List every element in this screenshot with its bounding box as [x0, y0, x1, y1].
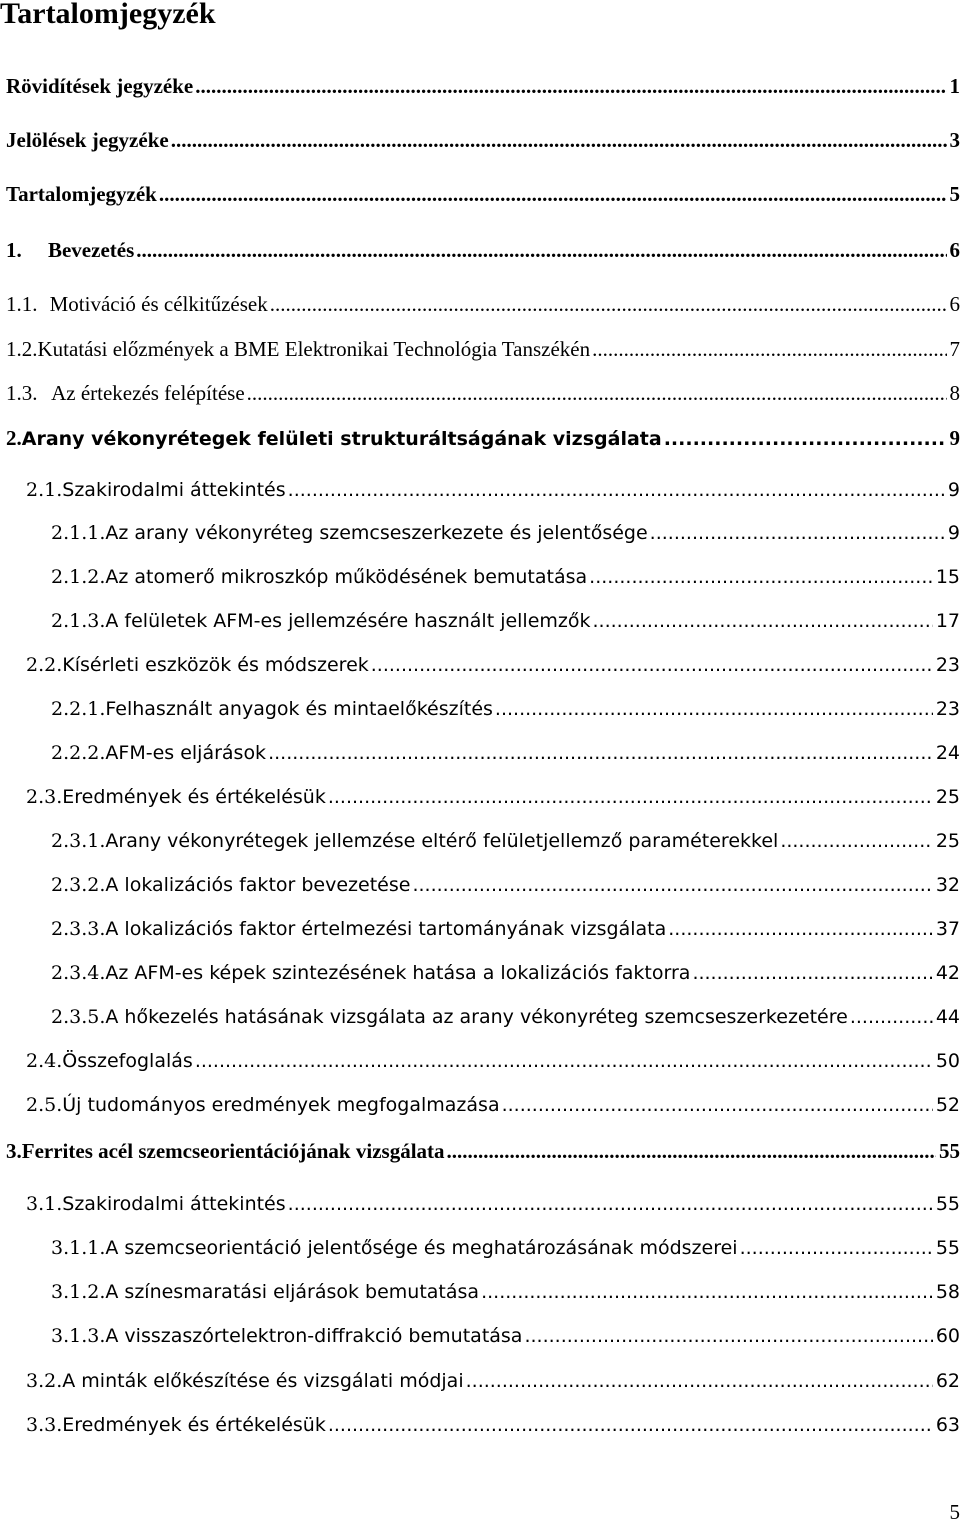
toc-entry-number: 1. [6, 238, 22, 262]
toc-entry[interactable] [6, 1139, 960, 1169]
toc-entry[interactable] [6, 182, 960, 212]
toc-entry-label: Felhasznált anyagok és mintaelőkészítés [105, 698, 493, 720]
toc-entry-page: 62 [935, 1370, 960, 1392]
toc-entry[interactable] [51, 1237, 960, 1267]
toc-entry-page: 9 [947, 479, 960, 501]
toc-leader-dots [195, 1050, 933, 1072]
toc-entry[interactable] [6, 128, 960, 158]
toc-entry-label: Kísérleti eszközök és módszerek [62, 654, 369, 676]
toc-entry[interactable] [6, 426, 960, 456]
toc-entry-page: 55 [935, 1193, 960, 1215]
toc-entry-number: 2. [6, 426, 22, 450]
toc-entry[interactable] [6, 381, 960, 411]
toc-entry-label: A minták előkészítése és vizsgálati módjai [62, 1370, 464, 1392]
toc-entry[interactable] [51, 830, 960, 860]
toc-leader-dots [502, 1094, 933, 1116]
toc-leader-dots [524, 1325, 932, 1347]
toc-entry[interactable] [26, 1193, 960, 1223]
toc-entry-label: Bevezetés [47, 238, 135, 262]
toc-entry-label: A felületek AFM-es jellemzésére használt jellemzők [105, 610, 591, 632]
toc-entry-number: 1.2. [6, 337, 38, 361]
toc-entry-page: 44 [935, 1006, 960, 1028]
toc-leader-dots [270, 292, 947, 317]
toc-leader-dots [136, 238, 946, 263]
toc-entry-label: Az értekezés felépítése [51, 381, 245, 405]
toc-entry[interactable] [51, 874, 960, 904]
toc-entry-label: A visszaszórtelektron-diffrakció bemutatása [105, 1325, 523, 1347]
toc-entry-label: Összefoglalás [62, 1050, 193, 1072]
toc-entry[interactable] [26, 479, 960, 509]
toc-entry-page: 58 [935, 1281, 960, 1303]
toc-entry-number: 2.1.1. [51, 522, 106, 544]
toc-entry-number: 3.1.3. [51, 1325, 106, 1347]
toc-entry-page: 55 [935, 1237, 960, 1259]
toc-entry-label: Ferrites acél szemcseorientációjának vizsgálata [21, 1139, 445, 1163]
toc-entry-page: 42 [935, 962, 960, 984]
toc-entry-label: Az AFM-es képek szintezésének hatása a lokalizációs faktorra [105, 962, 691, 984]
toc-entry[interactable] [6, 238, 960, 268]
toc-entry[interactable] [51, 566, 960, 596]
toc-entry-page: 55 [939, 1139, 960, 1163]
toc-leader-dots [589, 566, 933, 588]
toc-entry[interactable] [51, 698, 960, 728]
toc-entry-page: 7 [949, 337, 960, 361]
toc-leader-dots [371, 654, 933, 676]
toc-leader-dots [481, 1281, 933, 1303]
toc-entry-number: 2.3. [26, 786, 63, 808]
toc-entry-label: Szakirodalmi áttekintés [62, 479, 286, 501]
toc-entry[interactable] [6, 74, 960, 104]
toc-entry-number: 3. [6, 1139, 22, 1163]
toc-entry-number: 2.2.1. [51, 698, 106, 720]
toc-leader-dots [328, 786, 933, 808]
toc-leader-dots [195, 74, 946, 99]
toc-entry-number: 3.3. [26, 1414, 63, 1436]
toc-entry-label: Az atomerő mikroszkóp működésének bemutatása [105, 566, 588, 588]
toc-entry-number: 2.3.1. [51, 830, 106, 852]
toc-entry-label: Motiváció és célkitűzések [49, 292, 268, 316]
toc-entry-page: 32 [935, 874, 960, 896]
toc-entry[interactable] [26, 1050, 960, 1080]
toc-entry-label: Jelölések jegyzéke [6, 128, 169, 152]
toc-entry-number: 3.1.2. [51, 1281, 106, 1303]
toc-leader-dots [592, 337, 946, 362]
toc-entry-number: 3.2. [26, 1370, 63, 1392]
toc-entry-label: Arany vékonyrétegek jellemzése eltérő felületjellemző paraméterekkel [105, 830, 779, 852]
page-title: Tartalomjegyzék [0, 0, 216, 30]
page-number: 5 [949, 1500, 960, 1524]
toc-entry-label: Eredmények és értékelésük [62, 1414, 326, 1436]
toc-leader-dots [447, 1139, 936, 1164]
toc-entry-label: Arany vékonyrétegek felületi strukturáltságának vizsgálata [21, 428, 662, 450]
toc-entry[interactable] [6, 337, 960, 367]
toc-leader-dots [288, 1193, 933, 1215]
toc-entry-page: 3 [949, 128, 960, 152]
toc-leader-dots [288, 479, 945, 501]
toc-entry-label: Az arany vékonyréteg szemcseszerkezete és jelentősége [105, 522, 648, 544]
toc-entry[interactable] [51, 522, 960, 552]
toc-entry-number: 1.3. [6, 381, 38, 405]
toc-leader-dots [664, 428, 947, 450]
toc-entry-page: 63 [935, 1414, 960, 1436]
toc-entry-label: Rövidítések jegyzéke [6, 74, 194, 98]
toc-entry-page: 17 [935, 610, 960, 632]
toc-entry[interactable] [26, 654, 960, 684]
toc-leader-dots [692, 962, 932, 984]
toc-entry[interactable] [51, 1006, 960, 1036]
toc-entry-label: A szemcseorientáció jelentősége és meghatározásának módszerei [105, 1237, 738, 1259]
toc-leader-dots [328, 1414, 933, 1436]
toc-leader-dots [593, 610, 933, 632]
toc-entry[interactable] [51, 742, 960, 772]
toc-entry-page: 25 [935, 830, 960, 852]
toc-leader-dots [171, 128, 947, 153]
toc-entry[interactable] [51, 962, 960, 992]
toc-entry-page: 60 [935, 1325, 960, 1347]
toc-entry-page: 9 [947, 522, 960, 544]
toc-entry-page: 23 [935, 698, 960, 720]
toc-entry-number: 2.1.3. [51, 610, 106, 632]
toc-entry-number: 2.2. [26, 654, 63, 676]
toc-leader-dots [268, 742, 933, 764]
toc-leader-dots [159, 182, 947, 207]
toc-entry-number: 3.1. [26, 1193, 63, 1215]
toc-entry-label: Kutatási előzmények a BME Elektronikai Technológia Tanszékén [37, 337, 591, 361]
toc-entry-page: 25 [935, 786, 960, 808]
toc-leader-dots [466, 1370, 933, 1392]
toc-entry-label: A lokalizációs faktor értelmezési tartományának vizsgálata [105, 918, 667, 940]
toc-leader-dots [668, 918, 933, 940]
toc-entry-label: A hőkezelés hatásának vizsgálata az arany vékonyréteg szemcseszerkezetére [105, 1006, 848, 1028]
toc-entry[interactable] [51, 918, 960, 948]
toc-entry-number: 2.3.3. [51, 918, 106, 940]
toc-leader-dots [780, 830, 933, 852]
toc-entry[interactable] [6, 292, 960, 322]
toc-entry-page: 6 [949, 238, 960, 262]
toc-entry[interactable] [51, 1325, 960, 1355]
toc-entry-label: A lokalizációs faktor bevezetése [105, 874, 411, 896]
toc-entry-number: 2.5. [26, 1094, 63, 1116]
toc-entry-page: 50 [935, 1050, 960, 1072]
toc-entry-page: 6 [949, 292, 960, 316]
toc-entry-page: 52 [935, 1094, 960, 1116]
toc-leader-dots [740, 1237, 933, 1259]
toc-entry-page: 9 [949, 426, 960, 450]
toc-entry-label: Szakirodalmi áttekintés [62, 1193, 286, 1215]
toc-entry-page: 24 [935, 742, 960, 764]
toc-entry-page: 8 [949, 381, 960, 405]
toc-entry-label: Eredmények és értékelésük [62, 786, 326, 808]
toc-entry-label: Tartalomjegyzék [6, 182, 157, 206]
toc-entry-page: 5 [949, 182, 960, 206]
toc-entry-number: 2.1.2. [51, 566, 106, 588]
toc-entry-number: 2.2.2. [51, 742, 106, 764]
toc-leader-dots [850, 1006, 933, 1028]
toc-entry[interactable] [26, 1370, 960, 1400]
toc-entry[interactable] [26, 1414, 960, 1444]
toc-entry-label: AFM-es eljárások [105, 742, 267, 764]
toc-leader-dots [650, 522, 945, 544]
toc-entry-label: A színesmaratási eljárások bemutatása [105, 1281, 480, 1303]
toc-entry-page: 15 [935, 566, 960, 588]
toc-entry-number: 2.4. [26, 1050, 63, 1072]
toc-entry-label: Új tudományos eredmények megfogalmazása [62, 1094, 500, 1116]
toc-entry-number: 1.1. [6, 292, 38, 316]
toc-entry-number: 2.1. [26, 479, 63, 501]
toc-entry-number: 2.3.2. [51, 874, 106, 896]
toc-entry-number: 3.1.1. [51, 1237, 106, 1259]
toc-entry-number: 2.3.4. [51, 962, 106, 984]
toc-entry[interactable] [51, 610, 960, 640]
toc-entry[interactable] [26, 786, 960, 816]
toc-leader-dots [412, 874, 932, 896]
toc-entry[interactable] [51, 1281, 960, 1311]
toc-leader-dots [247, 381, 947, 406]
toc-entry-number: 2.3.5. [51, 1006, 106, 1028]
toc-entry-page: 23 [935, 654, 960, 676]
toc-leader-dots [495, 698, 933, 720]
toc-entry-page: 37 [935, 918, 960, 940]
toc-entry-page: 1 [949, 74, 960, 98]
toc-entry[interactable] [26, 1094, 960, 1124]
